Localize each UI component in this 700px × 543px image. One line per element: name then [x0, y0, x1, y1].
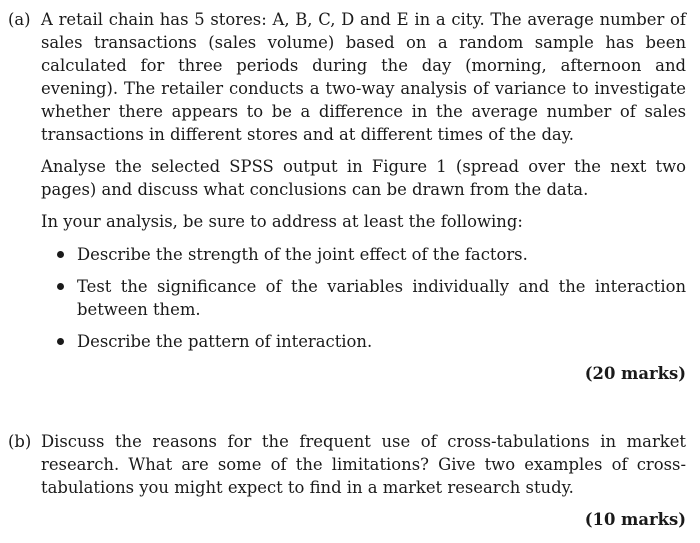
question-b — [0, 430, 690, 531]
question-a — [0, 8, 690, 385]
question-a-lead-in: In your analysis, be sure to address at least the following: — [41, 212, 523, 231]
question-a-label: (a) — [8, 10, 31, 29]
question-a-marks: (20 marks) — [584, 364, 686, 383]
bullet-dot-icon — [57, 283, 64, 290]
bullet-text: Describe the pattern of interaction. — [77, 332, 373, 351]
question-b-text: Discuss the reasons for the frequent use of cross-tabulations in market research. What are some of the limitations? Give two examples of cross-tabulations you might expect to find in a market research study. — [41, 432, 686, 497]
bullet-dot-icon — [57, 251, 64, 258]
question-b-label: (b) — [8, 432, 32, 451]
question-b-body — [41, 430, 686, 531]
question-a-intro: A retail chain has 5 stores: A, B, C, D and E in a city. The average number of sales transactions (sales volume) based on a random sample has been calculated for three periods during the day (morning, afternoon and evening). The retailer conducts a two-way analysis of variance to investigate whether there appears to be a difference in the average number of sales transactions in different stores and at different times of the day. — [41, 10, 686, 144]
bullet-text: Describe the strength of the joint effect of the factors. — [77, 245, 528, 264]
question-a-bullet-list — [41, 243, 686, 353]
question-a-body — [41, 8, 686, 385]
bullet-text: Test the significance of the variables individually and the interaction between them. — [77, 277, 686, 319]
question-b-marks: (10 marks) — [584, 510, 686, 529]
question-a-instruction: Analyse the selected SPSS output in Figure 1 (spread over the next two pages) and discuss what conclusions can be drawn from the data. — [41, 157, 686, 199]
bullet-item — [41, 243, 686, 266]
bullet-item — [41, 330, 686, 353]
bullet-item — [41, 275, 686, 321]
bullet-dot-icon — [57, 338, 64, 345]
